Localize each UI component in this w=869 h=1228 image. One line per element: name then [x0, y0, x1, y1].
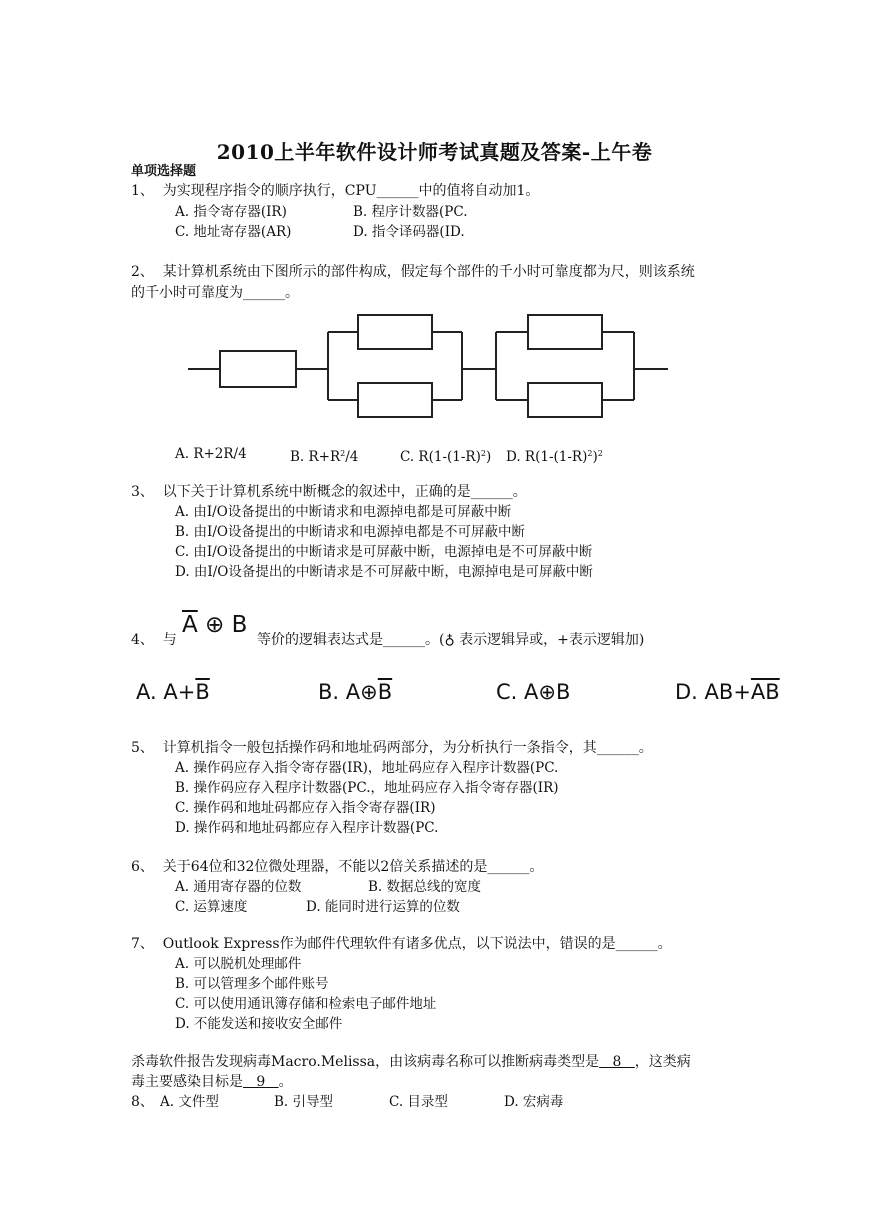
q5-stem: 5、 计算机指令一般包括操作码和地址码两部分，为分析执行一条指令，其______。	[131, 740, 653, 756]
q4-option-b: B. $A\oplus\overline{B}$	[318, 680, 393, 704]
q6-option-d: D. 能同时进行运算的位数	[306, 899, 460, 915]
q2-option-d: D. $R(1-(1-R)^2)^2$	[506, 449, 603, 465]
section-heading: 单项选择题	[131, 164, 197, 179]
q2-stem-line2: 的千小时可靠度为______。	[131, 285, 299, 301]
q2-option-a: A. R+2R/4	[175, 446, 247, 462]
q5-option-a: A. 操作码应存入指令寄存器(IR)，地址码应存入程序计数器(PC.	[175, 760, 559, 776]
reliability-circuit-diagram	[188, 305, 670, 425]
q1-stem: 1、 为实现程序指令的顺序执行，CPU______中的值将自动加1。	[131, 183, 540, 199]
q4-number: 4、 与	[131, 632, 177, 648]
q8-option-d: D. 宏病毒	[504, 1094, 564, 1110]
q2-option-c: C. $R(1-(1-R)^2)$	[400, 449, 492, 465]
q6-option-b: B. 数据总线的宽度	[368, 879, 482, 895]
q4-stem-rest: 等价的逻辑表达式是______。(♁ 表示逻辑异或，+表示逻辑加)	[257, 632, 645, 648]
q8-number: 8、	[131, 1094, 154, 1110]
q8-stem-line1: 杀毒软件报告发现病毒Macro.Melissa，由该病毒名称可以推断病毒类型是 8 ，这类病	[131, 1054, 691, 1070]
q4-option-d: D. $AB+\overline{AB}$	[675, 680, 780, 704]
q8-option-a: A. 文件型	[160, 1094, 219, 1110]
q7-stem: 7、 Outlook Express作为邮件代理软件有诸多优点，以下说法中，错误的是______。	[131, 936, 672, 952]
q4-expression: $\overline{A}$ ⊕ B	[182, 612, 248, 638]
page-title: 2010上半年软件设计师考试真题及答案-上午卷	[216, 140, 653, 164]
q6-option-c: C. 运算速度	[175, 899, 248, 915]
q5-option-d: D. 操作码和地址码都应存入程序计数器(PC.	[175, 820, 439, 836]
q2-option-b: B. $R+R^2/4$	[290, 449, 359, 465]
q3-option-a: A. 由I/O设备提出的中断请求和电源掉电都是可屏蔽中断	[175, 504, 512, 520]
q3-stem: 3、 以下关于计算机系统中断概念的叙述中，正确的是______。	[131, 484, 527, 500]
q1-option-c: C. 地址寄存器(AR)	[175, 224, 292, 240]
q1-option-a: A. 指令寄存器(IR)	[175, 204, 287, 220]
q8-option-b: B. 引导型	[274, 1094, 334, 1110]
q5-option-c: C. 操作码和地址码都应存入指令寄存器(IR)	[175, 800, 436, 816]
q7-option-c: C. 可以使用通讯簿存储和检索电子邮件地址	[175, 996, 437, 1012]
q3-option-d: D. 由I/O设备提出的中断请求是不可屏蔽中断，电源掉电是可屏蔽中断	[175, 564, 593, 580]
q4-option-a: A. $A+\overline{B}$	[136, 680, 210, 704]
q3-option-b: B. 由I/O设备提出的中断请求和电源掉电都是不可屏蔽中断	[175, 524, 525, 540]
q8-stem-line2: 毒主要感染目标是 9 。	[131, 1074, 293, 1090]
q7-option-a: A. 可以脱机处理邮件	[175, 956, 302, 972]
q7-option-d: D. 不能发送和接收安全邮件	[175, 1016, 343, 1032]
q3-option-c: C. 由I/O设备提出的中断请求是可屏蔽中断，电源掉电是不可屏蔽中断	[175, 544, 593, 560]
q7-option-b: B. 可以管理多个邮件账号	[175, 976, 329, 992]
q6-option-a: A. 通用寄存器的位数	[175, 879, 302, 895]
q5-option-b: B. 操作码应存入程序计数器(PC.，地址码应存入指令寄存器(IR)	[175, 780, 559, 796]
q8-option-c: C. 目录型	[389, 1094, 448, 1110]
q6-stem: 6、 关于64位和32位微处理器，不能以2倍关系描述的是______。	[131, 859, 544, 875]
q4-option-c: C. A⊕B	[496, 680, 571, 704]
q1-option-d: D. 指令译码器(ID.	[353, 224, 465, 240]
q2-stem-line1: 2、 某计算机系统由下图所示的部件构成，假定每个部件的千小时可靠度都为尺，则该系统	[131, 264, 695, 280]
q1-option-b: B. 程序计数器(PC.	[353, 204, 468, 220]
